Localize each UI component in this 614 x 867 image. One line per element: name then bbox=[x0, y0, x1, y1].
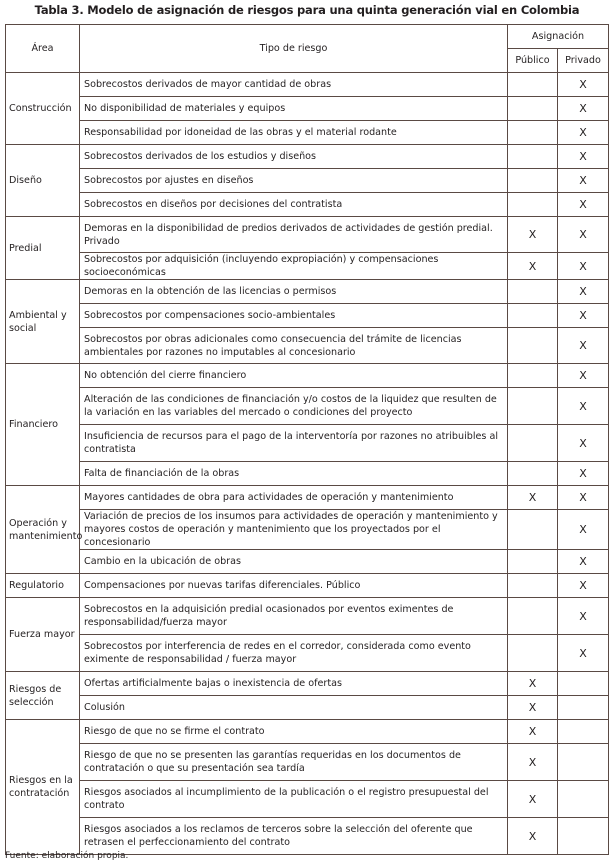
risk-type-cell: Sobrecostos en la adquisición predial ocasionados por eventos eximentes de responsabilidad/fuerza mayor bbox=[80, 598, 508, 635]
header-publico: Público bbox=[508, 49, 558, 73]
risk-type-cell: Sobrecostos en diseños por decisiones del contratista bbox=[80, 193, 508, 217]
table-row bbox=[6, 818, 609, 855]
risk-type-cell: Sobrecostos por adquisición (incluyendo expropiación) y compensaciones socioeconómicas bbox=[80, 253, 508, 280]
publico-mark-cell bbox=[508, 328, 558, 364]
privado-mark-cell: X bbox=[558, 550, 609, 574]
risk-type-cell: Riesgos asociados al incumplimiento de la publicación o el registro presupuestal del contrato bbox=[80, 781, 508, 818]
risk-type-cell: No disponibilidad de materiales y equipos bbox=[80, 97, 508, 121]
privado-mark-cell: X bbox=[558, 193, 609, 217]
area-cell: Construcción bbox=[6, 73, 80, 145]
risk-type-cell: Sobrecostos por ajustes en diseños bbox=[80, 169, 508, 193]
privado-mark-cell: X bbox=[558, 121, 609, 145]
risk-type-cell: Demoras en la disponibilidad de predios derivados de actividades de gestión predial. Privado bbox=[80, 217, 508, 253]
table-row bbox=[6, 364, 609, 388]
privado-mark-cell: X bbox=[558, 145, 609, 169]
risk-type-cell: No obtención del cierre financiero bbox=[80, 364, 508, 388]
table-row bbox=[6, 193, 609, 217]
table-title: Tabla 3. Modelo de asignación de riesgos para una quinta generación vial en Colombia bbox=[34, 3, 580, 17]
table-row bbox=[6, 388, 609, 425]
risk-type-cell: Riesgos asociados a los reclamos de terceros sobre la selección del oferente que retrasen el perfeccionamiento del contrato bbox=[80, 818, 508, 855]
publico-mark-cell bbox=[508, 145, 558, 169]
table-body bbox=[6, 73, 609, 855]
risk-type-cell: Insuficiencia de recursos para el pago de la interventoría por razones no atribuibles al contratista bbox=[80, 425, 508, 462]
table-row bbox=[6, 73, 609, 97]
table-row bbox=[6, 510, 609, 550]
area-cell: Riesgos en la contratación bbox=[6, 720, 80, 855]
privado-mark-cell: X bbox=[558, 328, 609, 364]
table-row bbox=[6, 217, 609, 253]
publico-mark-cell: X bbox=[508, 672, 558, 696]
privado-mark-cell: X bbox=[558, 486, 609, 510]
header-asignacion: Asignación bbox=[508, 25, 609, 49]
table-row bbox=[6, 121, 609, 145]
risk-type-cell: Variación de precios de los insumos para actividades de operación y mantenimiento y mayores costos de operación y mantenimiento que los proyectados por el concesionario bbox=[80, 510, 508, 550]
risk-type-cell: Sobrecostos derivados de los estudios y diseños bbox=[80, 145, 508, 169]
header-area: Área bbox=[6, 25, 80, 73]
publico-mark-cell bbox=[508, 635, 558, 672]
area-cell: Financiero bbox=[6, 364, 80, 486]
publico-mark-cell bbox=[508, 97, 558, 121]
privado-mark-cell bbox=[558, 696, 609, 720]
privado-mark-cell: X bbox=[558, 510, 609, 550]
publico-mark-cell bbox=[508, 425, 558, 462]
privado-mark-cell: X bbox=[558, 304, 609, 328]
publico-mark-cell: X bbox=[508, 217, 558, 253]
publico-mark-cell: X bbox=[508, 781, 558, 818]
area-cell: Diseño bbox=[6, 145, 80, 217]
privado-mark-cell: X bbox=[558, 97, 609, 121]
risk-type-cell: Alteración de las condiciones de financiación y/o costos de la liquidez que resulten de la variación en las variables del mercado o condiciones del proyecto bbox=[80, 388, 508, 425]
table-row bbox=[6, 550, 609, 574]
publico-mark-cell bbox=[508, 388, 558, 425]
privado-mark-cell: X bbox=[558, 280, 609, 304]
risk-type-cell: Compensaciones por nuevas tarifas diferenciales. Público bbox=[80, 574, 508, 598]
risk-type-cell: Sobrecostos derivados de mayor cantidad de obras bbox=[80, 73, 508, 97]
table-row bbox=[6, 672, 609, 696]
risk-type-cell: Responsabilidad por idoneidad de las obras y el material rodante bbox=[80, 121, 508, 145]
publico-mark-cell: X bbox=[508, 253, 558, 280]
publico-mark-cell bbox=[508, 364, 558, 388]
risk-type-cell: Riesgo de que no se firme el contrato bbox=[80, 720, 508, 744]
risk-type-cell: Sobrecostos por interferencia de redes en el corredor, considerada como evento eximente de responsabilidad / fuerza mayor bbox=[80, 635, 508, 672]
publico-mark-cell bbox=[508, 169, 558, 193]
area-cell: Regulatorio bbox=[6, 574, 80, 598]
table-row bbox=[6, 304, 609, 328]
table-row bbox=[6, 328, 609, 364]
table-row bbox=[6, 598, 609, 635]
privado-mark-cell: X bbox=[558, 635, 609, 672]
privado-mark-cell: X bbox=[558, 253, 609, 280]
table-row bbox=[6, 462, 609, 486]
risk-type-cell: Sobrecostos por compensaciones socio-ambientales bbox=[80, 304, 508, 328]
table-row bbox=[6, 720, 609, 744]
table-row bbox=[6, 781, 609, 818]
table-row bbox=[6, 486, 609, 510]
publico-mark-cell: X bbox=[508, 486, 558, 510]
privado-mark-cell: X bbox=[558, 425, 609, 462]
publico-mark-cell bbox=[508, 510, 558, 550]
risk-type-cell: Mayores cantidades de obra para actividades de operación y mantenimiento bbox=[80, 486, 508, 510]
publico-mark-cell bbox=[508, 462, 558, 486]
area-cell: Ambiental y social bbox=[6, 280, 80, 364]
table-row bbox=[6, 169, 609, 193]
privado-mark-cell: X bbox=[558, 217, 609, 253]
risk-type-cell: Colusión bbox=[80, 696, 508, 720]
publico-mark-cell bbox=[508, 280, 558, 304]
area-cell: Riesgos de selección bbox=[6, 672, 80, 720]
risk-type-cell: Falta de financiación de la obras bbox=[80, 462, 508, 486]
publico-mark-cell: X bbox=[508, 696, 558, 720]
privado-mark-cell: X bbox=[558, 388, 609, 425]
risk-type-cell: Sobrecostos por obras adicionales como consecuencia del trámite de licencias ambientales por razones no imputables al concesionario bbox=[80, 328, 508, 364]
publico-mark-cell: X bbox=[508, 818, 558, 855]
publico-mark-cell bbox=[508, 304, 558, 328]
risk-type-cell: Ofertas artificialmente bajas o inexistencia de ofertas bbox=[80, 672, 508, 696]
table-row bbox=[6, 253, 609, 280]
publico-mark-cell bbox=[508, 550, 558, 574]
area-cell: Predial bbox=[6, 217, 80, 280]
publico-mark-cell: X bbox=[508, 744, 558, 781]
risk-type-cell: Cambio en la ubicación de obras bbox=[80, 550, 508, 574]
risk-allocation-table bbox=[5, 24, 609, 855]
source-note: Fuente: elaboración propia. bbox=[5, 851, 129, 861]
table-row bbox=[6, 696, 609, 720]
area-cell: Operación y mantenimiento bbox=[6, 486, 80, 574]
privado-mark-cell: X bbox=[558, 364, 609, 388]
risk-type-cell: Riesgo de que no se presenten las garantías requeridas en los documentos de contratación o que su presentación sea tardía bbox=[80, 744, 508, 781]
table-row bbox=[6, 425, 609, 462]
table-row bbox=[6, 574, 609, 598]
publico-mark-cell bbox=[508, 574, 558, 598]
privado-mark-cell: X bbox=[558, 169, 609, 193]
publico-mark-cell: X bbox=[508, 720, 558, 744]
table-row bbox=[6, 145, 609, 169]
area-cell: Fuerza mayor bbox=[6, 598, 80, 672]
header-tipo-riesgo: Tipo de riesgo bbox=[80, 25, 508, 73]
privado-mark-cell bbox=[558, 744, 609, 781]
privado-mark-cell bbox=[558, 720, 609, 744]
table-row bbox=[6, 97, 609, 121]
privado-mark-cell bbox=[558, 672, 609, 696]
publico-mark-cell bbox=[508, 598, 558, 635]
risk-type-cell: Demoras en la obtención de las licencias o permisos bbox=[80, 280, 508, 304]
privado-mark-cell bbox=[558, 818, 609, 855]
privado-mark-cell: X bbox=[558, 598, 609, 635]
table-row bbox=[6, 280, 609, 304]
privado-mark-cell bbox=[558, 781, 609, 818]
publico-mark-cell bbox=[508, 121, 558, 145]
header-privado: Privado bbox=[558, 49, 609, 73]
table-row bbox=[6, 635, 609, 672]
privado-mark-cell: X bbox=[558, 73, 609, 97]
privado-mark-cell: X bbox=[558, 574, 609, 598]
publico-mark-cell bbox=[508, 73, 558, 97]
publico-mark-cell bbox=[508, 193, 558, 217]
privado-mark-cell: X bbox=[558, 462, 609, 486]
table-row bbox=[6, 744, 609, 781]
